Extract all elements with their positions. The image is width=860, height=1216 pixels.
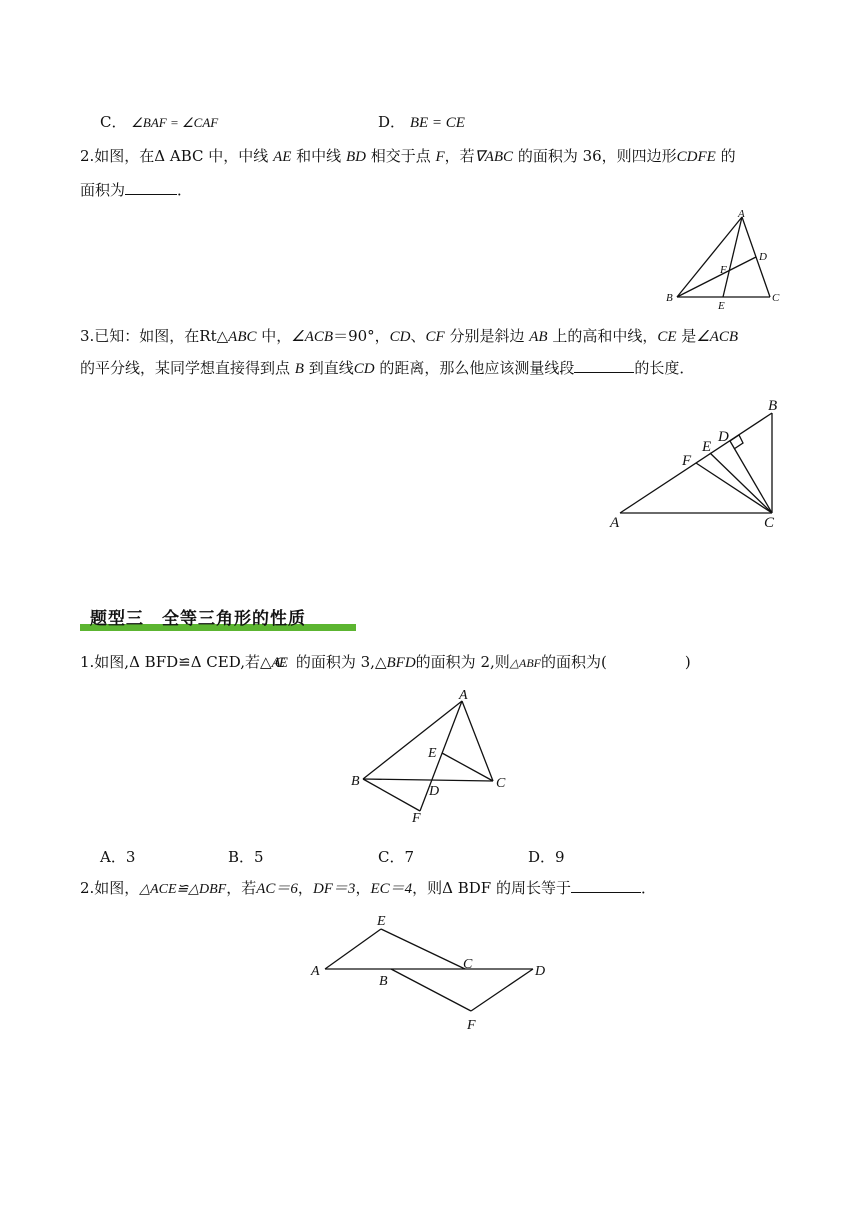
label-f: F: [720, 264, 727, 276]
label-d: D: [429, 784, 440, 799]
section-heading: [80, 604, 356, 632]
section-title: 题型三 全等三角形的性质: [90, 609, 306, 629]
label-d: D: [759, 251, 767, 263]
s3q1-text: 的面积为(: [540, 653, 607, 671]
q2-var-bd: BD: [345, 149, 366, 165]
s3q2-line: [80, 878, 656, 900]
label-b: B: [379, 974, 388, 989]
q2-var-abc: ∇ABC: [474, 149, 514, 165]
s3q2-text: ，: [355, 879, 371, 897]
s3q1-var: △ABF: [509, 656, 541, 670]
s3q1-text: 的面积为 3,△: [295, 653, 387, 671]
label-f: F: [412, 811, 421, 826]
segment-cf: [696, 463, 772, 513]
s3q2-text: ，则Δ BDF 的周长等于: [412, 879, 571, 897]
s3q2-text: ．: [640, 879, 656, 897]
q3-var: ABC: [228, 329, 257, 345]
s3q2-var: EC＝4: [370, 881, 413, 897]
s3q1-line: [80, 652, 691, 673]
q3-line1: [80, 326, 738, 347]
q3-var: CF: [425, 329, 445, 345]
s3q1-var: ACE: [271, 655, 282, 671]
label-f: F: [467, 1018, 476, 1033]
label-e: E: [377, 914, 386, 929]
segment-ac: [462, 701, 493, 781]
segment-ce: [710, 453, 772, 513]
q3-text: 到直线: [303, 359, 354, 377]
answer-blank[interactable]: [571, 878, 641, 893]
q2-text: 和中线: [291, 147, 346, 165]
q3-text: ＝90°，: [333, 327, 390, 345]
label-b: B: [768, 398, 778, 414]
q3-figure: [610, 395, 800, 535]
label-a: A: [311, 964, 320, 979]
s3q1-option-b[interactable]: B．5: [228, 848, 264, 866]
q2-text: 的面积为 36，则四边形: [513, 147, 677, 165]
s3q1-option-a[interactable]: A．3: [100, 848, 136, 866]
q3-text: 分别是斜边: [444, 327, 530, 345]
option-c-label: C．: [100, 113, 127, 131]
s3q2-figure: [305, 905, 565, 1040]
option-c-expr: ∠BAF = ∠CAF: [131, 115, 219, 130]
label-b: B: [351, 774, 360, 789]
q2-line2: [80, 180, 192, 200]
s3q1-var: BFD: [386, 655, 416, 671]
q3-var: AB: [529, 329, 548, 345]
label-d: D: [718, 429, 729, 445]
q2-text: 的: [715, 147, 736, 165]
option-d: [378, 112, 465, 133]
label-a: A: [738, 208, 745, 220]
label-b: B: [666, 292, 673, 304]
s3q1-text: ): [684, 653, 691, 671]
answer-blank[interactable]: [125, 180, 177, 195]
s3q1-text: 1.如图,Δ BFD≌Δ CED,若△: [80, 653, 272, 671]
q3-line2: [80, 358, 694, 379]
q2-text: 面积为: [80, 181, 126, 199]
s3q2-var: △ACE≌△DBF: [139, 882, 227, 897]
q2-var-f: F: [435, 149, 445, 165]
q3-text: 3.已知：如图，在Rt△: [80, 327, 229, 345]
segment-bf: [363, 779, 420, 811]
s3q1-text: 的面积为 2,则: [415, 653, 510, 671]
s3q1-option-d[interactable]: D．9: [528, 848, 565, 866]
q2-var-ae: AE: [273, 149, 292, 165]
right-angle-mark: [730, 435, 743, 449]
q3-var: CD: [389, 329, 411, 345]
label-e: E: [702, 439, 712, 455]
q3-var: B: [294, 361, 304, 377]
segment-fd: [471, 969, 533, 1011]
segment-bf: [391, 969, 471, 1011]
s3q2-text: ，若: [226, 879, 257, 897]
label-c: C: [772, 292, 780, 304]
s3q2-text: ，: [297, 879, 313, 897]
q3-text: 的长度．: [634, 359, 695, 377]
option-d-label: D．: [378, 113, 406, 131]
label-c: C: [496, 776, 506, 791]
q2-line1: [80, 146, 736, 167]
q3-text: 、: [410, 327, 426, 345]
segment-ae: [325, 929, 381, 969]
s3q2-var: DF＝3: [312, 881, 356, 897]
q3-text: 上的高和中线，: [547, 327, 658, 345]
option-c: [100, 112, 218, 133]
q3-var: ∠ACB: [291, 329, 334, 345]
label-d: D: [535, 964, 546, 979]
q3-text: 是: [676, 327, 697, 345]
segment-bd: [677, 257, 756, 297]
segment-bc: [363, 779, 493, 781]
segment-ec: [381, 929, 465, 969]
q2-var-cdfe: CDFE: [676, 149, 716, 165]
s3q2-text: 2.如图，: [80, 879, 140, 897]
q3-var: CE: [657, 329, 677, 345]
q3-text: 的平分线，某同学想直接得到点: [80, 359, 295, 377]
label-e: E: [428, 746, 437, 761]
label-a: A: [459, 688, 468, 703]
s3q2-var: AC＝6: [256, 881, 298, 897]
label-f: F: [682, 453, 692, 469]
label-c: C: [463, 957, 473, 972]
s3q1-figure: [345, 685, 525, 825]
q3-var: CD: [353, 361, 375, 377]
q2-figure: [660, 205, 790, 315]
q2-text: ．: [177, 181, 193, 199]
q3-var: ∠ACB: [696, 329, 739, 345]
s3q1-option-c[interactable]: C．7: [378, 848, 415, 866]
q2-text: ，若: [444, 147, 475, 165]
option-d-expr: BE = CE: [409, 115, 465, 131]
label-e: E: [718, 300, 725, 312]
label-a: A: [610, 515, 620, 531]
segment-cd: [730, 441, 772, 513]
q3-text: 中，: [256, 327, 292, 345]
q3-text: 的距离，那么他应该测量线段: [374, 359, 575, 377]
answer-blank[interactable]: [574, 358, 634, 373]
q2-text: 2.如图，在Δ ABC 中，中线: [80, 147, 274, 165]
segment-ec: [442, 753, 493, 781]
label-c: C: [764, 515, 775, 531]
q2-text: 相交于点: [365, 147, 436, 165]
